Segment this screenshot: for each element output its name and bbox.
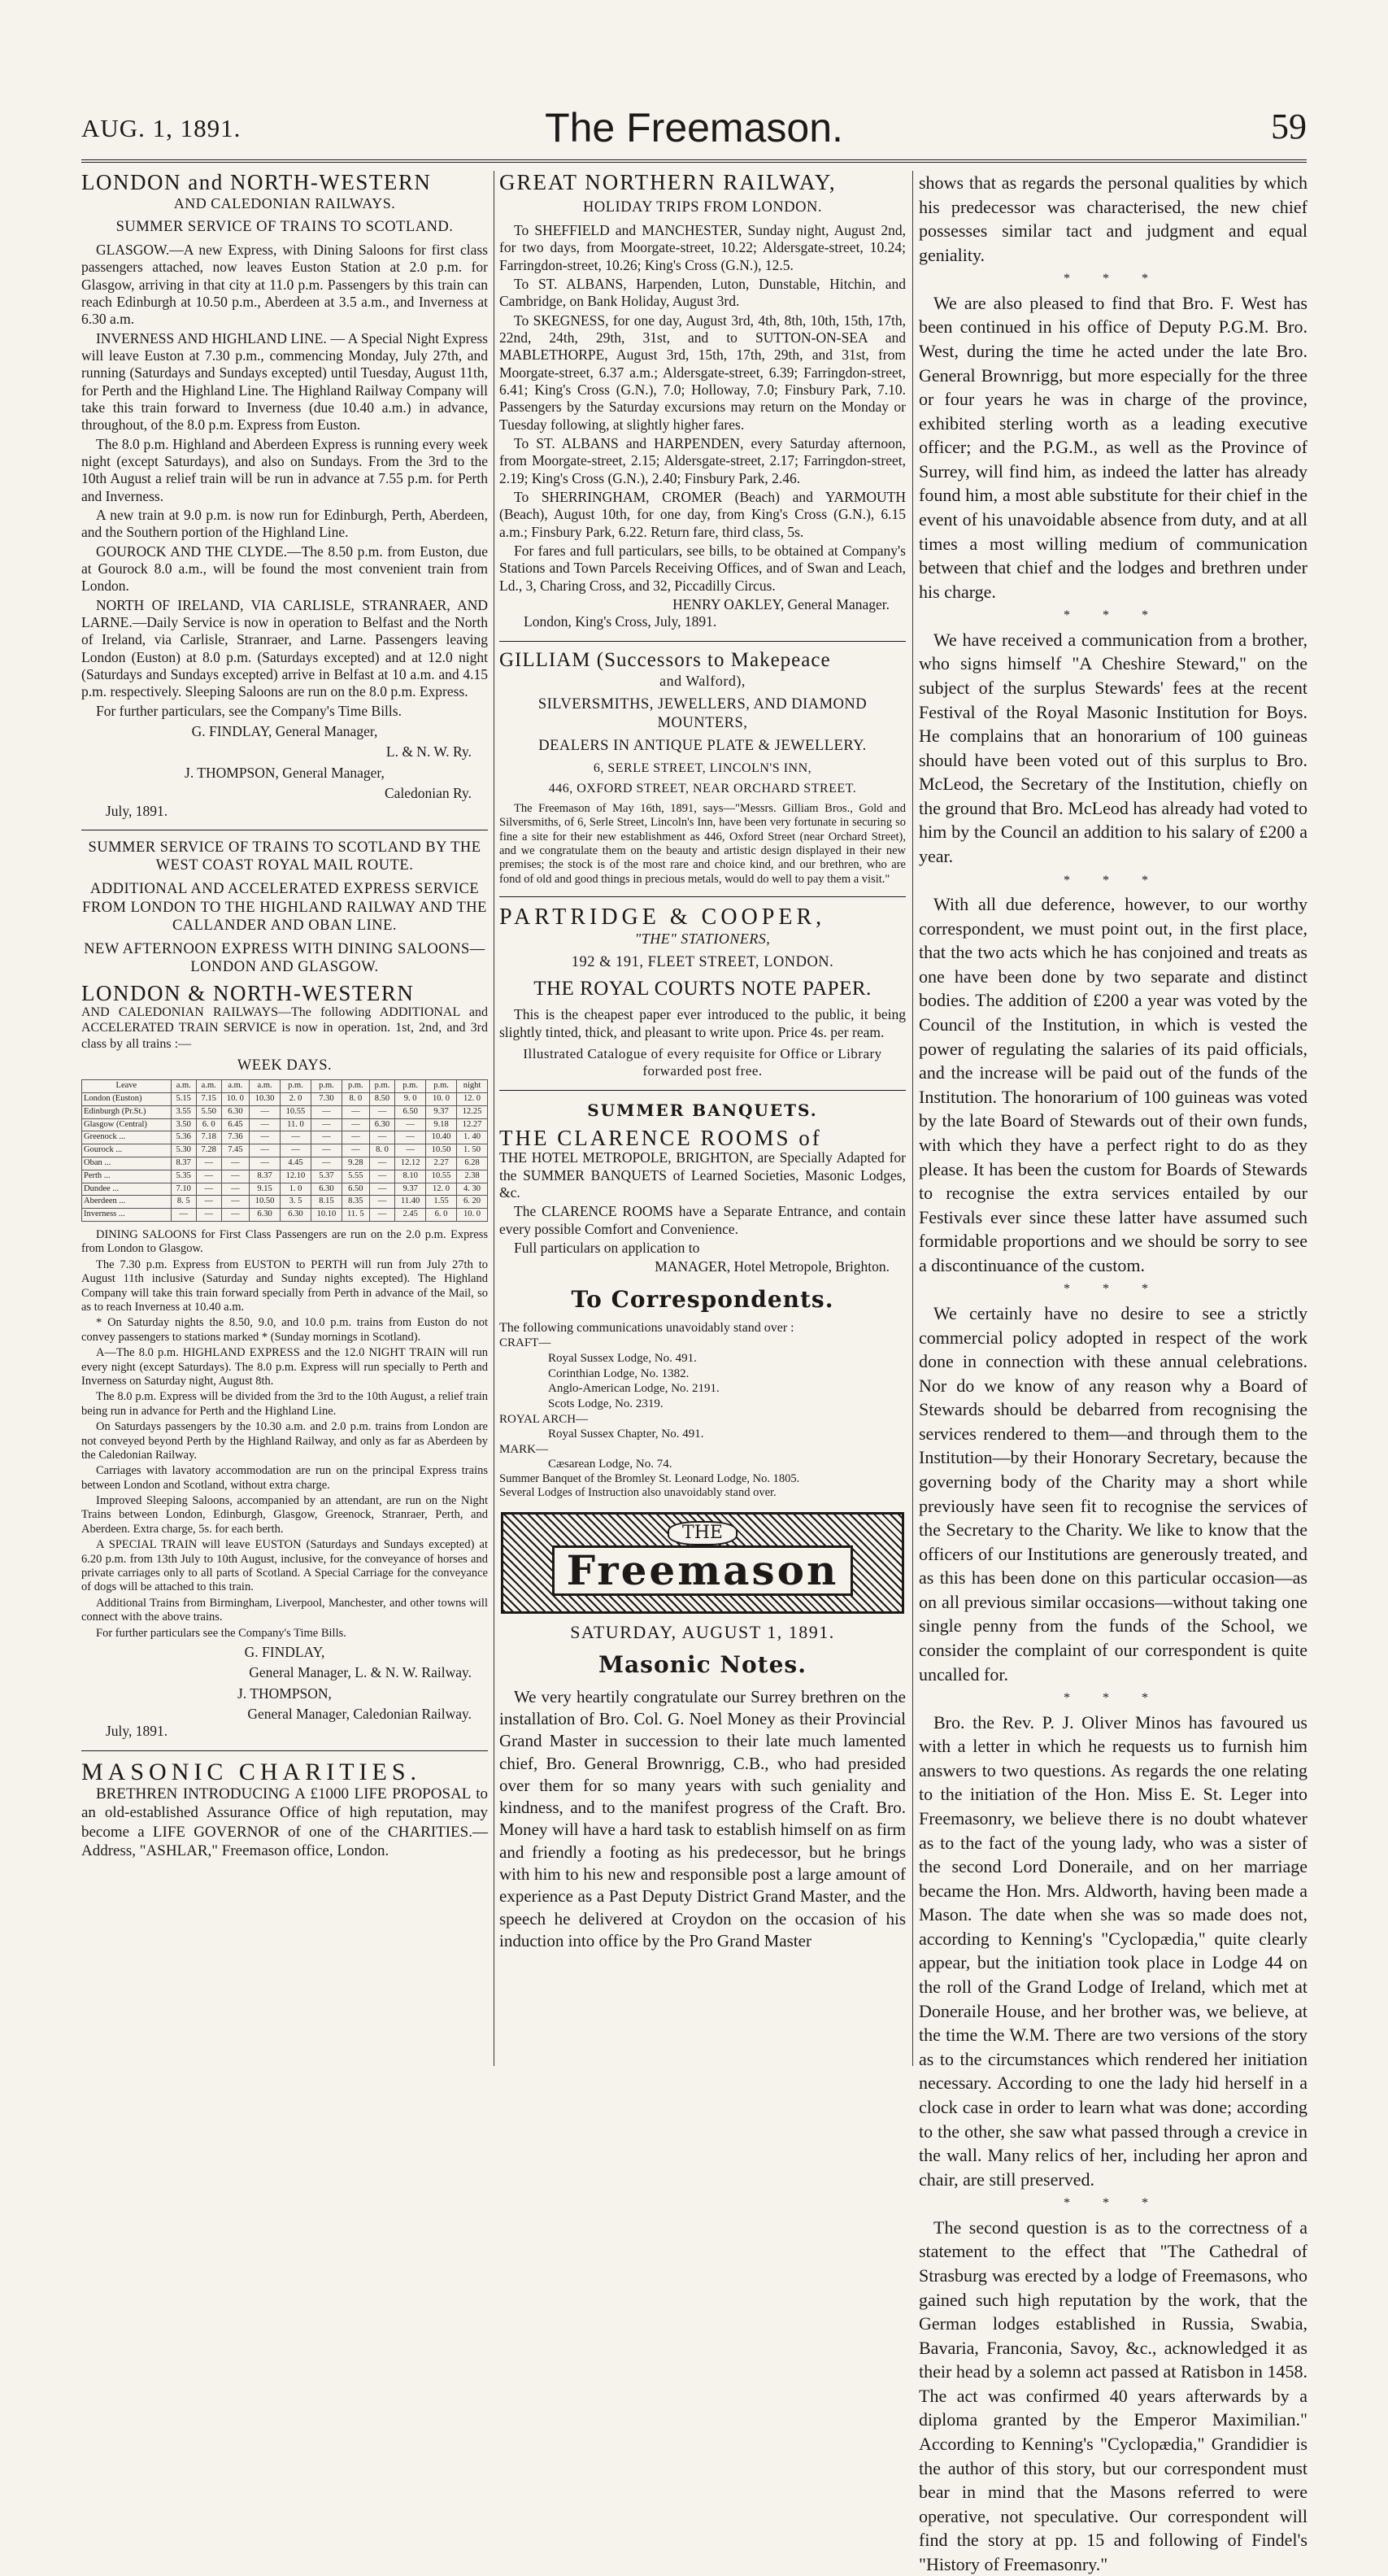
section-stars: * * *	[1064, 272, 1163, 286]
timetable-cell: 11. 0	[281, 1118, 311, 1131]
ad-subtitle: and Walford),	[659, 673, 746, 690]
timetable-cell: 9.15	[250, 1183, 281, 1196]
timetable-cell: 6.50	[342, 1183, 369, 1196]
timetable-cell: 8.50	[369, 1093, 394, 1106]
timetable-cell: —	[221, 1170, 249, 1183]
timetable-cell: 8.37	[171, 1157, 196, 1170]
timetable-cell: —	[196, 1170, 221, 1183]
timetable-cell: —	[342, 1144, 369, 1157]
timetable-cell: —	[369, 1196, 394, 1209]
signature: G. FINDLAY,	[244, 1643, 325, 1660]
arch-list	[499, 1427, 906, 1442]
list-item: Royal Sussex Chapter, No. 491.	[548, 1427, 704, 1441]
timetable-cell: —	[221, 1157, 249, 1170]
ad-subtitle: AND CALEDONIAN RAILWAYS—The following ADDITIONAL and ACCELERATED TRAIN SERVICE is now in operation. 1st, 2nd, and 3rd class by all trains :—	[81, 1005, 488, 1051]
timetable-cell: 4.45	[281, 1157, 311, 1170]
signature: MANAGER, Hotel Metropole, Brighton.	[655, 1258, 890, 1275]
timetable-row	[82, 1157, 488, 1170]
timetable-cell: 10.40	[426, 1131, 457, 1144]
divider	[81, 1750, 488, 1751]
timetable-row	[82, 1131, 488, 1144]
ad-paragraph: Improved Sleeping Saloons, accompanied by an attendant, are run on the Night Trains between London, Edinburgh, Glasgow, Greenock, Stranraer, Perth, and Aberdeen. Extra charge, 5s. for each berth.	[81, 1494, 488, 1536]
list-item: Scots Lodge, No. 2319.	[548, 1397, 664, 1410]
correspondents-heading: To Correspondents.	[571, 1285, 834, 1313]
timetable-cell: 2. 0	[281, 1093, 311, 1106]
ad-date: July, 1891.	[106, 1723, 168, 1740]
page-header	[81, 104, 1307, 156]
section-stars: * * *	[1064, 1282, 1163, 1297]
ad-heading: SUMMER SERVICE OF TRAINS TO SCOTLAND.	[115, 219, 454, 236]
ad-title: MASONIC CHARITIES.	[81, 1758, 422, 1785]
timetable-cell: 8.15	[311, 1196, 342, 1209]
timetable-row	[82, 1105, 488, 1118]
ad-title: GILLIAM (Successors to Makepeace	[499, 648, 831, 671]
timetable-cell: —	[250, 1131, 281, 1144]
divider	[499, 1090, 906, 1091]
timetable-cell: —	[281, 1131, 311, 1144]
ad-title: THE CLARENCE ROOMS of	[499, 1126, 822, 1151]
timetable-cell: 2.45	[395, 1209, 426, 1222]
ad-paragraph: A—The 8.0 p.m. HIGHLAND EXPRESS and the 12.0 NIGHT TRAIN will run every night (except Saturdays). The 8.0 p.m. Express will run specially to Perth and Inverness on Saturday night, August 8th.	[81, 1346, 488, 1388]
timetable-cell: 7.10	[171, 1183, 196, 1196]
ad-line: 192 & 191, FLEET STREET, LONDON.	[571, 954, 834, 971]
timetable-cell: Inverness ...	[82, 1209, 172, 1222]
timetable-cell: 5.35	[171, 1170, 196, 1183]
timetable-cell: —	[221, 1183, 249, 1196]
timetable-cell: Dundee ...	[82, 1183, 172, 1196]
timetable-cell: 10.10	[311, 1209, 342, 1222]
timetable-cell: 3. 5	[281, 1196, 311, 1209]
column-middle	[499, 171, 906, 2066]
timetable-cell: 9.37	[395, 1183, 426, 1196]
article-paragraph: We very heartily congratulate our Surrey brethren on the installation of Bro. Col. G. Noel Money as their Provincial Grand Master in succession to their late much lamented chief, Bro. General Brownrigg, C.B., who had presided over them for so many years with such geniality and kindness, and to the manifest progress of the Craft. Bro. Money will have a hard task to establish himself on as firm and friendly a footing as his predecessor, but he brings with him to his new and responsible post a large amount of experience as a Past Deputy District Grand Master, and the speech he delivered at Croydon on the occasion of his induction into office by the Pro Grand Master	[499, 1686, 906, 1951]
mark-list	[499, 1457, 906, 1472]
timetable-cell: 5.55	[342, 1170, 369, 1183]
timetable-cell: 5.15	[171, 1093, 196, 1106]
signature: J. THOMPSON,	[237, 1685, 332, 1702]
timetable-cell: 9. 0	[395, 1093, 426, 1106]
correspondents-note: Several Lodges of Instruction also unavoidably stand over.	[499, 1486, 777, 1500]
timetable-cell: 5.30	[171, 1144, 196, 1157]
ad-paragraph: For fares and full particulars, see bills, to be obtained at Company's Stations and Town Parcels Receiving Offices, and of Swan and Leach, Ld., 3, Charing Cross, and 32, Piccadilly Circus.	[499, 543, 906, 594]
ad-paragraph: To SHERRINGHAM, CROMER (Beach) and YARMOUTH (Beach), August 10th, for one day, from King's Cross (G.N.), 6.15 a.m.; Finsbury Park, 6.22. Return fare, third class, 5s.	[499, 489, 906, 540]
timetable-body	[82, 1093, 488, 1222]
freemason-masthead	[501, 1512, 904, 1614]
list-item: Royal Sussex Lodge, No. 491.	[548, 1351, 697, 1365]
timetable-cell: 5.37	[311, 1170, 342, 1183]
issue-date: AUG. 1, 1891.	[81, 114, 241, 142]
timetable-cell: —	[342, 1105, 369, 1118]
timetable-cell: 11. 5	[342, 1209, 369, 1222]
ad-paragraph: THE HOTEL METROPOLE, BRIGHTON, are Specially Adapted for the SUMMER BANQUETS of Learned Societies, Masonic Lodges, &c.	[499, 1149, 906, 1201]
timetable-cell: 7.28	[196, 1144, 221, 1157]
timetable-cell: —	[221, 1209, 249, 1222]
ad-paragraph: For further particulars, see the Company's Time Bills.	[96, 702, 402, 719]
timetable-cell: —	[369, 1105, 394, 1118]
ad-paragraph: BRETHREN INTRODUCING A £1000 LIFE PROPOSAL to an old-established Assurance Office of high reputation, may become a LIFE GOVERNOR of one of the CHARITIES.—Address, "ASHLAR," Freemason office, London.	[81, 1785, 488, 1859]
timetable-cell: —	[250, 1157, 281, 1170]
timetable-cell: 10. 0	[457, 1209, 488, 1222]
article-paragraph: With all due deference, however, to our worthy correspondent, we must point out, in the first place, that the two acts which he has conjoined and treats as one have been done by two separate and distinct bodies. The addition of £200 a year was voted by the Council of the Institution, in which is vested the power of regulating the salaries of its paid officials, and the increase will be paid out of the funds of the Institution. The honorarium of 100 guineas was voted by the late Board of Stewards out of their own funds, with which they have a perfect right to do as they please. It has been the custom for Boards of Stewards to recognise the extra services entailed by our Festivals ever since these latter have assumed such formidable proportions and we should be sorry to see a discontinuance of the custom.	[919, 894, 1308, 1275]
ad-paragraph: NORTH OF IRELAND, VIA CARLISLE, STRANRAER, AND LARNE.—Daily Service is now in operation to Belfast and the North of Ireland, via Carlisle, Stranraer, and Larne. Passengers leaving London (Euston) at 8.0 p.m. (Saturdays excepted) and at 12.0 night (Saturdays and Sundays excepted) arrive in Belfast at 10 a.m. and 4.15 p.m. respectively. Sleeping Saloons are run on the 8.0 p.m. Express.	[81, 596, 488, 700]
timetable-cell: 9.28	[342, 1157, 369, 1170]
ad-paragraph: INVERNESS AND HIGHLAND LINE. — A Special Night Express will leave Euston at 7.30 p.m., commencing Monday, July 27th, and running (Saturdays and Sundays excepted) until Tuesday, August 11th, for Perth and the Highland Line. The Highland Railway Company will take this train forward to Inverness (due 10.40 a.m.) in advance, throughout, of the 8.0 p.m. Express from Euston.	[81, 329, 488, 434]
ad-paragraph: DINING SALOONS for First Class Passengers are run on the 2.0 p.m. Express from London to Glasgow.	[81, 1228, 488, 1256]
signature: J. THOMPSON, General Manager,	[185, 764, 385, 781]
ad-line: 6, SERLE STREET, LINCOLN'S INN,	[593, 761, 812, 775]
timetable-cell: Greenock ...	[82, 1131, 172, 1144]
banquets-advert	[499, 1127, 906, 1276]
list-category: MARK—	[499, 1442, 549, 1456]
timetable-cell: 1. 0	[281, 1183, 311, 1196]
timetable-cell: 6.45	[221, 1118, 249, 1131]
timetable-cell: —	[342, 1131, 369, 1144]
timetable-cell: Glasgow (Central)	[82, 1118, 172, 1131]
masthead-the: THE	[668, 1521, 738, 1546]
timetable-row	[82, 1093, 488, 1106]
timetable-head-cell: p.m.	[281, 1080, 311, 1093]
timetable-cell: 10. 0	[426, 1093, 457, 1106]
ad-paragraph: Additional Trains from Birmingham, Liverpool, Manchester, and other towns will connect with the above trains.	[81, 1596, 488, 1624]
timetable-head-cell: p.m.	[426, 1080, 457, 1093]
west-coast-heading: ADDITIONAL AND ACCELERATED EXPRESS SERVICE FROM LONDON TO THE HIGHLAND RAILWAY AND THE CALLANDER AND OBAN LINE.	[82, 880, 487, 935]
list-item: Corinthian Lodge, No. 1382.	[548, 1366, 690, 1380]
timetable-cell: 7.45	[221, 1144, 249, 1157]
timetable-cell: Edinburgh (Pr.St.)	[82, 1105, 172, 1118]
timetable-cell: 11.40	[395, 1196, 426, 1209]
masthead-date: SATURDAY, AUGUST 1, 1891.	[570, 1621, 835, 1642]
timetable-cell: 10.55	[281, 1105, 311, 1118]
ad-line: DEALERS IN ANTIQUE PLATE & JEWELLERY.	[538, 738, 867, 755]
masonic-notes-heading: Masonic Notes.	[598, 1651, 807, 1679]
craft-list	[499, 1351, 906, 1412]
ad-paragraph: For further particulars see the Company's Time Bills.	[96, 1626, 346, 1640]
timetable-cell: 7.18	[196, 1131, 221, 1144]
ad-title: LONDON and NORTH-WESTERN	[81, 170, 432, 194]
article-paragraph: We have received a communication from a brother, who signs himself "A Cheshire Steward," on the subject of the surplus Stewards' fees at the recent Festival of the Royal Masonic Institution for Boys. He complains that an honorarium of 100 guineas should have been voted out of this surplus to Bro. McLeod, the Secretary of the Institution, chiefly on the ground that Bro. McLeod has already had voted to him by the Council an addition to his salary of £200 a year.	[919, 629, 1308, 867]
timetable-cell: 6. 0	[196, 1118, 221, 1131]
gilliam-advert	[499, 650, 906, 887]
section-stars: * * *	[1064, 2196, 1163, 2211]
timetable-cell: —	[311, 1131, 342, 1144]
timetable-cell: —	[369, 1170, 394, 1183]
timetable-row	[82, 1196, 488, 1209]
signature: L. & N. W. Ry.	[385, 743, 472, 761]
ad-line: THE ROYAL COURTS NOTE PAPER.	[533, 977, 872, 1000]
timetable-cell: 1. 40	[457, 1131, 488, 1144]
timetable-head-cell: p.m.	[311, 1080, 342, 1093]
correspondents-note: Summer Banquet of the Bromley St. Leonard Lodge, No. 1805.	[499, 1471, 800, 1485]
newspaper-title: The Freemason.	[545, 105, 843, 150]
ad-paragraph: GLASGOW.—A new Express, with Dining Saloons for first class passengers attached, now leaves Euston Station at 2.0 p.m. for Glasgow, arriving in that city at 11.0 p.m. Passengers by this train can reach Edinburgh at 10.50 p.m., Aberdeen at 3.5 a.m., and Inverness at 6.30 a.m.	[81, 241, 488, 328]
timetable-cell: 12.12	[395, 1157, 426, 1170]
ad-paragraph: Carriages with lavatory accommodation are run on the principal Express trains between London and Scotland, without extra charge.	[81, 1464, 488, 1492]
timetable-row	[82, 1209, 488, 1222]
timetable-cell: 4. 30	[457, 1183, 488, 1196]
page-number: 59	[1271, 107, 1307, 146]
timetable-head-cell: a.m.	[250, 1080, 281, 1093]
timetable-cell: 7.15	[196, 1093, 221, 1106]
ad-paragraph: To ST. ALBANS, Harpenden, Luton, Dunstable, Hitchin, and Cambridge, on Bank Holiday, August 3rd.	[499, 275, 906, 310]
divider	[499, 641, 906, 642]
timetable-cell: —	[250, 1144, 281, 1157]
west-coast-heading: SUMMER SERVICE OF TRAINS TO SCOTLAND BY THE WEST COAST ROYAL MAIL ROUTE.	[88, 839, 481, 874]
timetable-cell: 2.38	[457, 1170, 488, 1183]
section-stars: * * *	[1064, 873, 1163, 887]
timetable-row	[82, 1170, 488, 1183]
timetable-cell: 5.36	[171, 1131, 196, 1144]
timetable-cell: —	[196, 1183, 221, 1196]
timetable-cell: —	[369, 1157, 394, 1170]
masthead-name: Freemason	[552, 1545, 853, 1596]
ad-location: London, King's Cross, July, 1891.	[524, 613, 717, 630]
ad-paragraph: To SKEGNESS, for one day, August 3rd, 4th, 8th, 10th, 15th, 17th, 22nd, 24th, 29th, 31st, and to SUTTON-ON-SEA and MABLETHORPE, August 3rd, 15th, 17th, 29th, and 31st, from Moorgate-street, 6.37 a.m.; Aldersgate-street, 6.39; Farringdon-street, 6.41; King's Cross (G.N.), 7.0; Holloway, 7.0; Finsbury Park, 7.10. Passengers by the Saturday excursions may return on the Monday or Tuesday following, at slightly higher fares.	[499, 312, 906, 433]
timetable-cell: —	[221, 1196, 249, 1209]
signature: General Manager, L. & N. W. Railway.	[249, 1664, 472, 1681]
ad-paragraph: GOUROCK AND THE CLYDE.—The 8.50 p.m. from Euston, due at Gourock 8.0 a.m., will be found the most convenient train from London.	[81, 543, 488, 595]
timetable-cell: 9.37	[426, 1105, 457, 1118]
ad-paragraph: Full particulars on application to	[514, 1240, 700, 1257]
signature: G. FINDLAY, General Manager,	[191, 723, 378, 740]
ad-paragraph: The 8.0 p.m. Highland and Aberdeen Express is running every week night (except Saturdays), and also on Sundays. From the 3rd to the 10th August a relief train will be run in advance at 7.55 p.m. for Perth and Inverness.	[81, 435, 488, 504]
ad-line: SILVERSMITHS, JEWELLERS, AND DIAMOND MOUNTERS,	[537, 696, 868, 731]
timetable-cell: —	[311, 1105, 342, 1118]
signature: General Manager, Caledonian Railway.	[247, 1706, 472, 1722]
section-stars: * * *	[1064, 608, 1163, 623]
divider	[499, 896, 906, 897]
banquets-heading: SUMMER BANQUETS.	[587, 1100, 818, 1120]
timetable-cell: 6.30	[281, 1209, 311, 1222]
ad-paragraph: Illustrated Catalogue of every requisite for Office or Library forwarded post free.	[523, 1046, 882, 1079]
west-coast-heading: NEW AFTERNOON EXPRESS WITH DINING SALOONS—LONDON AND GLASGOW.	[84, 940, 485, 976]
timetable-cell: 9.18	[426, 1118, 457, 1131]
article-paragraph: We certainly have no desire to see a strictly commercial policy adopted in respect of the work done in connection with these annual celebrations. Nor do we know of any reason why a Board of Stewards should be debarred from recognising the services rendered to them—and through them to the Institution—by their Honorary Secretary, because the governing body of the Charity may a short while previously have seen fit to recognise the services of the Secretary to the Charity. We like to know that the officers of our Institutions are generously treated, and as this has been done on this particular occasion—as on all previous similar occasions—without taking one single penny from the funds of the School, we consider the complaint of our correspondent is quite uncalled for.	[919, 1302, 1308, 1685]
timetable-cell: 10.55	[426, 1170, 457, 1183]
timetable-cell: 12.25	[457, 1105, 488, 1118]
timetable-cell: 12.10	[281, 1170, 311, 1183]
timetable-cell: —	[342, 1118, 369, 1131]
week-days-heading: WEEK DAYS.	[237, 1057, 333, 1074]
timetable-cell: —	[196, 1157, 221, 1170]
timetable-cell: 10. 0	[221, 1093, 249, 1106]
timetable-cell: 6. 20	[457, 1196, 488, 1209]
lnwr-advert-1	[81, 171, 488, 820]
ad-title: LONDON & NORTH-WESTERN	[81, 980, 415, 1005]
timetable-head-cell: a.m.	[171, 1080, 196, 1093]
timetable-head-cell: a.m.	[221, 1080, 249, 1093]
signature: Caledonian Ry.	[384, 785, 472, 802]
ad-title: GREAT NORTHERN RAILWAY,	[499, 170, 837, 194]
timetable-row	[82, 1183, 488, 1196]
timetable-cell: 8.37	[250, 1170, 281, 1183]
ad-line: 446, OXFORD STREET, NEAR ORCHARD STREET.	[548, 782, 857, 796]
timetable-cell: —	[369, 1183, 394, 1196]
timetable-cell: —	[369, 1209, 394, 1222]
timetable-cell: 6.30	[369, 1118, 394, 1131]
timetable-cell: 12. 0	[457, 1093, 488, 1106]
timetable-cell: 12. 0	[426, 1183, 457, 1196]
ad-paragraph: To SHEFFIELD and MANCHESTER, Sunday night, August 2nd, for two days, from Moorgate-street, 10.22; Aldersgate-street, 10.24; Farringdon-street, 10.26; King's Cross (G.N.), 12.5.	[499, 221, 906, 273]
ad-heading: HOLIDAY TRIPS FROM LONDON.	[583, 199, 822, 216]
timetable-cell: —	[311, 1157, 342, 1170]
charities-advert	[81, 1759, 488, 1860]
timetable-cell: 6. 0	[426, 1209, 457, 1222]
timetable-cell: —	[311, 1144, 342, 1157]
timetable-row	[82, 1118, 488, 1131]
timetable-cell: —	[196, 1209, 221, 1222]
ad-paragraph: A SPECIAL TRAIN will leave EUSTON (Saturdays and Sundays excepted) at 6.20 p.m. from 13th July to 10th August, inclusive, for the conveyance of horses and private carriages only to all parts of Scotland. A Special Carriage for the conveyance of dogs will be attached to this train.	[81, 1538, 488, 1594]
timetable-cell: 8. 0	[369, 1144, 394, 1157]
timetable-cell: —	[196, 1196, 221, 1209]
timetable-cell: 1.55	[426, 1196, 457, 1209]
column-right	[919, 171, 1308, 2574]
timetable-cell: 6.28	[457, 1157, 488, 1170]
timetable-head-cell: night	[457, 1080, 488, 1093]
article-paragraph: shows that as regards the personal qualities by which his predecessor was characterised, the new chief possesses similar tact and judgment and equal geniality.	[919, 172, 1308, 265]
timetable-cell: 10.50	[250, 1196, 281, 1209]
timetable	[81, 1079, 488, 1222]
timetable-cell: 6.50	[395, 1105, 426, 1118]
timetable-cell: 6.30	[250, 1209, 281, 1222]
timetable-cell: 8. 5	[171, 1196, 196, 1209]
timetable-head-cell: a.m.	[196, 1080, 221, 1093]
timetable-cell: 6.30	[311, 1183, 342, 1196]
ad-paragraph: * On Saturday nights the 8.50, 9.0, and 10.0 p.m. trains from Euston do not convey passengers to stations marked * (Sunday mornings in Scotland).	[81, 1316, 488, 1344]
timetable-cell: Perth ...	[82, 1170, 172, 1183]
timetable-cell: 3.55	[171, 1105, 196, 1118]
timetable-cell: 7.30	[311, 1093, 342, 1106]
timetable-cell: —	[395, 1144, 426, 1157]
list-item: Anglo-American Lodge, No. 2191.	[548, 1382, 720, 1396]
timetable-cell: —	[311, 1118, 342, 1131]
ad-paragraph: To ST. ALBANS and HARPENDEN, every Saturday afternoon, from Moorgate-street, 2.15; Aldersgate-street, 2.17; Farringdon-street, 2.19; King's Cross (G.N.), 2.40; Finsbury Park, 2.46.	[499, 435, 906, 486]
ad-quote: The Freemason of May 16th, 1891, says—"Messrs. Gilliam Bros., Gold and Silversmiths, of 6, Serle Street, Lincoln's Inn, have been very fortunate in securing so fine a site for their new establishment as 446, Oxford Street (near Orchard Street), and we congratulate them on the beauty and artistic design displayed in their new premises; the stock is of the most rare and choice kind, and our brethren, who are fond of old and good things in precious metals, would do well to pay them a visit."	[499, 801, 906, 886]
timetable-cell: Aberdeen ...	[82, 1196, 172, 1209]
timetable-cell: 7.36	[221, 1131, 249, 1144]
ad-paragraph: This is the cheapest paper ever introduced to the public, it being slightly tinted, thick, and pleasant to write upon. Price 4s. per ream.	[499, 1006, 906, 1040]
timetable-row	[82, 1144, 488, 1157]
ad-paragraph: The 8.0 p.m. Express will be divided from the 3rd to the 10th August, a relief train being run in advance for Perth and the Highland Line.	[81, 1390, 488, 1418]
timetable-cell: Gourock ...	[82, 1144, 172, 1157]
timetable-cell: 1. 50	[457, 1144, 488, 1157]
timetable-cell: —	[369, 1131, 394, 1144]
timetable-head-cell: Leave	[82, 1080, 172, 1093]
timetable-cell: —	[281, 1144, 311, 1157]
timetable-cell: 2.27	[426, 1157, 457, 1170]
ad-paragraph: On Saturdays passengers by the 10.30 a.m. and 2.0 p.m. trains from London are not conveyed beyond Perth by the Highland Railway, and only as far as Aberdeen by the Caledonian Railway.	[81, 1420, 488, 1462]
timetable-cell: 8. 0	[342, 1093, 369, 1106]
ad-subtitle: "THE" STATIONERS,	[634, 931, 771, 948]
section-stars: * * *	[1064, 1691, 1163, 1706]
timetable-cell: 5.50	[196, 1105, 221, 1118]
timetable-cell: —	[250, 1118, 281, 1131]
list-category: ROYAL ARCH—	[499, 1412, 589, 1426]
ad-paragraph: The 7.30 p.m. Express from EUSTON to PERTH will run from July 27th to August 11th inclusive (Saturday and Sunday nights excepted). The Highland Company will take this train forward specially from Perth in advance of the Mail, so as to reach Inverness at 10.40 a.m.	[81, 1257, 488, 1314]
column-left	[81, 171, 488, 2066]
timetable-cell: London (Euston)	[82, 1093, 172, 1106]
timetable-cell: 8.35	[342, 1196, 369, 1209]
timetable-header	[82, 1080, 488, 1093]
article-paragraph: We are also pleased to find that Bro. F. West has been continued in his office of Deputy P.G.M. Bro. West, during the time he acted under the late Bro. General Brownrigg, but more especially for the three or four years he was in charge of the province, exhibited sterling worth as a leading executive officer; and the P.G.M., as well as the Province of Surrey, will find him, as indeed the latter has already found him, a most able substitute for their chief in the event of his unavoidable absence from duty, and at all times a most willing medium of communication between that chief and the lodges and brethren under his charge.	[919, 292, 1308, 602]
signature: HENRY OAKLEY, General Manager.	[672, 596, 890, 613]
article-paragraph: Bro. the Rev. P. J. Oliver Minos has favoured us with a letter in which he requests us to furnish him answers to two questions. As regards the one relating to the initiation of the Hon. Miss E. St. Leger into Freemasonry, we believe there is no doubt whatever as to the fact of the young lady, who was a sister of the second Lord Doneraile, and on her marriage became the Hon. Mrs. Aldworth, having been made a Mason. The date when she was so made does not, according to Kenning's "Cyclopædia," quite clearly appear, but the initiation took place in Lodge 44 on the roll of the Grand Lodge of Ireland, which met at Doneraile House, and her brother was, we believe, at the time the W.M. There are two versions of the story as to the circumstances which rendered her initiation necessary. According to one the lady hid herself in a clock case in order to learn what was done; according to the other, she saw what passed through a crevice in the wall. Many relics of her, including her apron and chair, are still preserved.	[919, 1711, 1308, 2190]
timetable-cell: —	[250, 1105, 281, 1118]
list-category: CRAFT—	[499, 1336, 551, 1350]
list-item: Cæsarean Lodge, No. 74.	[548, 1458, 672, 1471]
timetable-head-cell: p.m.	[395, 1080, 426, 1093]
timetable-cell: 10.30	[250, 1093, 281, 1106]
correspondents-intro: The following communications unavoidably stand over :	[499, 1320, 794, 1335]
timetable-cell: 8.10	[395, 1170, 426, 1183]
ad-paragraph: A new train at 9.0 p.m. is now run for Edinburgh, Perth, Aberdeen, and the Southern portion of the Highland Line.	[81, 507, 488, 541]
ad-subtitle: AND CALEDONIAN RAILWAYS.	[173, 195, 396, 212]
timetable-head-cell: p.m.	[342, 1080, 369, 1093]
partridge-advert	[499, 905, 906, 1080]
timetable-head-cell: p.m.	[369, 1080, 394, 1093]
timetable-cell: 12.27	[457, 1118, 488, 1131]
ad-title: PARTRIDGE & COOPER,	[499, 904, 826, 931]
gnr-advert	[499, 171, 906, 631]
timetable-cell: —	[395, 1118, 426, 1131]
header-rule	[81, 159, 1307, 164]
timetable-cell: 10.50	[426, 1144, 457, 1157]
ad-paragraph: The CLARENCE ROOMS have a Separate Entrance, and contain every possible Comfort and Convenience.	[499, 1203, 906, 1237]
column-divider	[912, 171, 913, 2066]
ad-date: July, 1891.	[106, 802, 168, 819]
timetable-cell: —	[395, 1131, 426, 1144]
timetable-cell: 6.30	[221, 1105, 249, 1118]
timetable-cell: 3.50	[171, 1118, 196, 1131]
article-paragraph: The second question is as to the correctness of a statement to the effect that "The Cathedral of Strasburg was erected by a lodge of Freemasons, who gained such high reputation by the work, that the German lodges established in Russia, Swabia, Bavaria, Franconia, Savoy, &c., acknowledged it as their head by a solemn act passed at Ratisbon in 1458. The act was confirmed 40 years afterwards by a diploma granted by the Emperor Maximilian." According to Kenning's "Cyclopædia," Grandidier is the author of this story, but our correspondent must bear in mind that the Masons referred to were operative, not speculative. Our correspondent will find the story at pp. 15 and following of Findel's "History of Freemasonry."	[919, 2216, 1308, 2574]
timetable-cell: —	[171, 1209, 196, 1222]
lnwr-advert-2	[81, 982, 488, 1741]
timetable-cell: Oban ...	[82, 1157, 172, 1170]
